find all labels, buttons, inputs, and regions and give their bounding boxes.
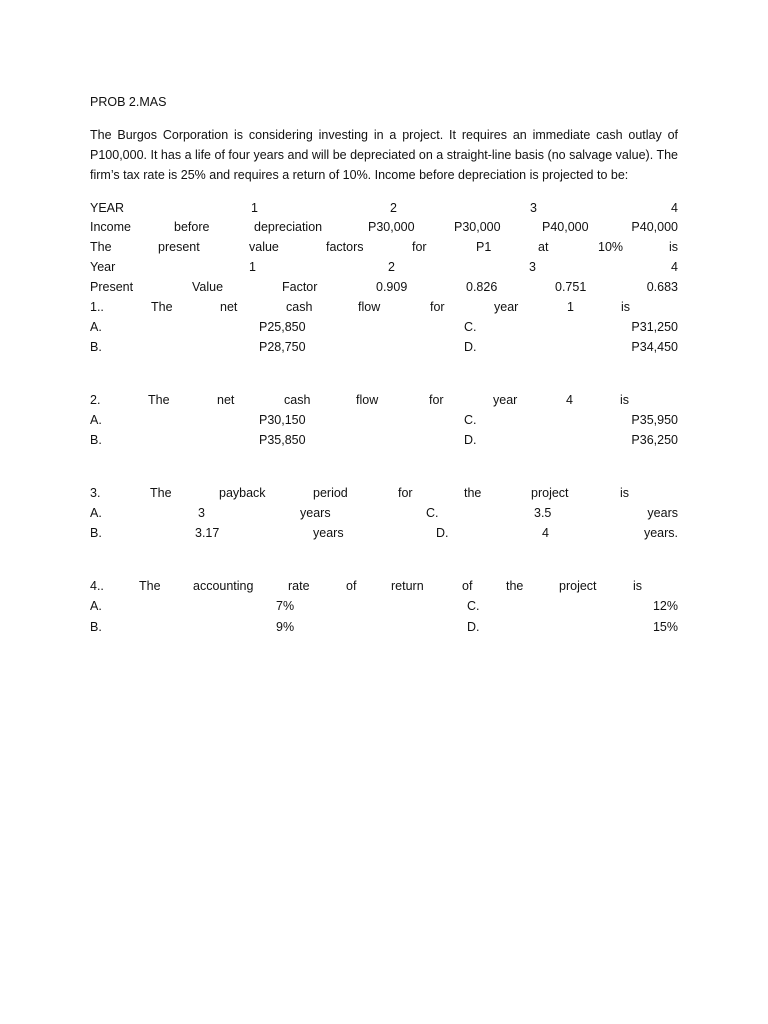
cell: cash xyxy=(284,393,311,407)
q4-bd-row xyxy=(90,617,678,637)
q3-row xyxy=(90,483,678,503)
q2-row xyxy=(90,390,678,410)
cell: D. xyxy=(464,433,477,447)
cell: B. xyxy=(90,433,102,447)
q1-row xyxy=(90,297,678,317)
cell: accounting xyxy=(193,579,254,593)
cell: 0.683 xyxy=(646,280,678,294)
cell: years xyxy=(300,506,331,520)
cell: 1 xyxy=(249,260,256,274)
cell: present xyxy=(158,240,200,254)
cell: P35,850 xyxy=(259,433,306,447)
cell: P36,250 xyxy=(631,433,678,447)
q4-ac-row xyxy=(90,596,678,616)
cell: is xyxy=(621,300,631,314)
cell: B. xyxy=(90,526,102,540)
cell: 7% xyxy=(276,599,295,613)
cell: 4.. xyxy=(90,579,104,593)
cell: 2 xyxy=(388,260,395,274)
problem-intro-paragraph: The Burgos Corporation is considering investing in a project. It requires an immediate cash outlay of P100,000. It has a life of four years and will be depreciated on a straight-line basis (no salvage value). The firm’s tax rate is 25% and requires a return of 10%. Income before depreciation is projected to be: xyxy=(90,128,678,182)
q4-row xyxy=(90,576,678,596)
cell: P1 xyxy=(476,240,492,254)
cell: is xyxy=(668,240,678,254)
cell: P30,000 xyxy=(368,220,415,234)
cell: at xyxy=(538,240,549,254)
cell: 1 xyxy=(567,300,574,314)
cell: P34,450 xyxy=(631,340,678,354)
pv-year-row xyxy=(90,257,678,277)
cell: for xyxy=(430,300,445,314)
cell: B. xyxy=(90,340,102,354)
cell: YEAR xyxy=(90,201,125,215)
cell: year xyxy=(493,393,518,407)
q2-ac-row xyxy=(90,410,678,430)
cell: 4 xyxy=(542,526,549,540)
pv-intro-row xyxy=(90,237,678,257)
cell: 3 xyxy=(529,260,536,274)
cell: factors xyxy=(326,240,364,254)
cell: P31,250 xyxy=(631,320,678,334)
cell: 15% xyxy=(652,620,678,634)
cell: 0.826 xyxy=(466,280,498,294)
cell: 2. xyxy=(90,393,101,407)
cell: 0.909 xyxy=(376,280,408,294)
cell: for xyxy=(412,240,427,254)
cell: value xyxy=(249,240,279,254)
year-row xyxy=(90,198,678,218)
cell: The xyxy=(148,393,170,407)
cell: Year xyxy=(90,260,116,274)
q2-bd-row xyxy=(90,430,678,450)
cell: B. xyxy=(90,620,102,634)
cell: P40,000 xyxy=(631,220,678,234)
cell: of xyxy=(346,579,357,593)
cell: 4 xyxy=(566,393,573,407)
q1-ac-row xyxy=(90,317,678,337)
cell: 3. xyxy=(90,486,101,500)
cell: D. xyxy=(467,620,480,634)
cell: Present xyxy=(90,280,134,294)
cell: The xyxy=(90,240,112,254)
cell: Income xyxy=(90,220,131,234)
cell: depreciation xyxy=(254,220,323,234)
cell: 4 xyxy=(671,260,678,274)
pv-factor-row xyxy=(90,277,678,297)
cell: before xyxy=(174,220,210,234)
cell: for xyxy=(398,486,413,500)
cell: Factor xyxy=(282,280,318,294)
cell: years xyxy=(313,526,344,540)
cell: P35,950 xyxy=(631,413,678,427)
cell: C. xyxy=(464,413,477,427)
cell: 9% xyxy=(276,620,295,634)
cell: is xyxy=(620,486,630,500)
cell: 3.5 xyxy=(534,506,552,520)
cell: P30,150 xyxy=(259,413,306,427)
cell: project xyxy=(531,486,569,500)
cell: 4 xyxy=(671,201,678,215)
cell: The xyxy=(139,579,161,593)
income-row xyxy=(90,217,678,237)
cell: years xyxy=(647,506,678,520)
cell: rate xyxy=(288,579,310,593)
cell: The xyxy=(150,486,172,500)
cell: net xyxy=(217,393,235,407)
cell: P28,750 xyxy=(259,340,306,354)
cell: 1 xyxy=(251,201,258,215)
cell: P25,850 xyxy=(259,320,306,334)
cell: payback xyxy=(219,486,266,500)
q3-bd-row xyxy=(90,523,678,543)
cell: C. xyxy=(426,506,439,520)
cell: A. xyxy=(90,599,102,613)
cell: 3.17 xyxy=(195,526,220,540)
cell: 2 xyxy=(390,201,397,215)
cell: C. xyxy=(467,599,480,613)
cell: of xyxy=(462,579,473,593)
cell: the xyxy=(506,579,524,593)
cell: C. xyxy=(464,320,477,334)
cell: project xyxy=(559,579,597,593)
cell: is xyxy=(633,579,643,593)
q1-bd-row xyxy=(90,337,678,357)
cell: 12% xyxy=(652,599,678,613)
q3-ac-row xyxy=(90,503,678,523)
cell: P40,000 xyxy=(542,220,589,234)
problem-title: PROB 2.MAS xyxy=(90,95,167,109)
cell: 10% xyxy=(598,240,624,254)
cell: A. xyxy=(90,413,102,427)
cell: cash xyxy=(286,300,313,314)
cell: flow xyxy=(358,300,381,314)
cell: The xyxy=(151,300,173,314)
cell: flow xyxy=(356,393,379,407)
cell: 3 xyxy=(530,201,537,215)
cell: net xyxy=(220,300,238,314)
cell: the xyxy=(464,486,482,500)
cell: 0.751 xyxy=(555,280,587,294)
cell: year xyxy=(494,300,519,314)
cell: return xyxy=(391,579,424,593)
cell: 3 xyxy=(198,506,205,520)
cell: D. xyxy=(464,340,477,354)
cell: A. xyxy=(90,506,102,520)
cell: D. xyxy=(436,526,449,540)
cell: 1.. xyxy=(90,300,104,314)
cell: Value xyxy=(192,280,224,294)
cell: P30,000 xyxy=(454,220,501,234)
cell: years. xyxy=(643,526,678,540)
cell: for xyxy=(429,393,444,407)
cell: period xyxy=(313,486,348,500)
cell: A. xyxy=(90,320,102,334)
cell: is xyxy=(620,393,630,407)
